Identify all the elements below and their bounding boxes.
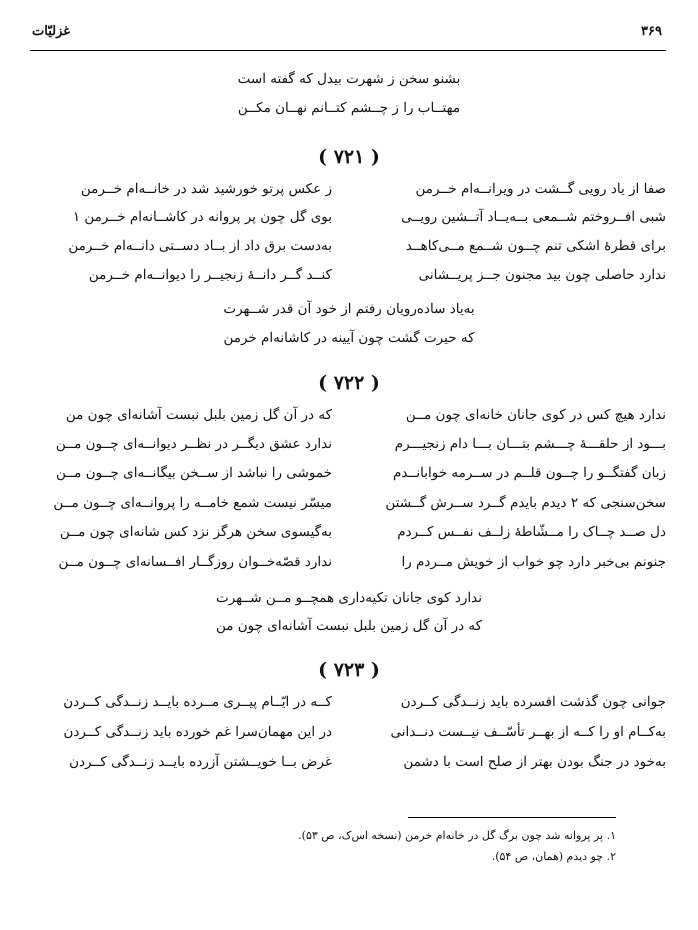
footnote: ۲. چو دیدم (همان، ص ۵۴). — [491, 850, 616, 863]
hemistich-first: جوانی چون گذشت افسرده باید زنــدگی کــردن — [400, 694, 666, 710]
hemistich-second: کــه در ایّــام پیــری مــرده بایــد زنــدگی کــردن — [63, 694, 332, 710]
closing-verse: که در آن گل زمین بلبل نبست آشانه‌ای چون من — [215, 618, 483, 634]
closing-verse: که حیرت گشت چون آیینه در کاشانه‌ام خرمن — [223, 330, 475, 346]
hemistich-first: زبان گفتگــو را چــون قلــم در ســرمه خوابانــدم — [393, 465, 666, 481]
running-head-title: غزلیّات — [32, 24, 71, 39]
hemistich-second: به‌دست برق داد از بــاد دســتی دانــه‌ام خــرمن — [68, 238, 332, 254]
hemistich-first: برای قطرهٔ اشکی تنم چــون شــمع مــی‌کاهــد — [405, 238, 666, 254]
footnote-divider — [408, 817, 616, 818]
hemistich-second: در این مهمان‌سرا غم خورده باید زنــدگی کــردن — [63, 724, 332, 740]
closing-verse: ندارد کوی جانان تکیه‌داری همچــو مــن شــهرت — [216, 590, 482, 606]
verse-line: مهتــاب را ز چــشم کتــانم نهــان مکــن — [237, 100, 461, 116]
hemistich-second: ندارد قصّه‌خــوان روزگــار افــسانه‌ای چــون مــن — [58, 554, 332, 570]
hemistich-second: بوی گل چون پر پروانه در کاشــانه‌ام خــرمن ۱ — [72, 209, 332, 225]
hemistich-first: جنونم بی‌خبر دارد چو خواب از خویش مــردم را — [401, 554, 666, 570]
hemistich-first: ندارد هیچ کس در کوی جانان خانه‌ای چون مــن — [405, 407, 666, 423]
ghazal-number: ( ۷۲۳ ) — [318, 659, 380, 681]
hemistich-first: شبی افــروختم شــمعی بــه‌یــاد آتــشین رویــی — [401, 209, 666, 225]
hemistich-first: صفا از یاد رویی گــشت در ویرانــه‌ام خــرمن — [415, 181, 666, 197]
hemistich-first: ندارد حاصلی چون بید مجنون جــز پریــشانی — [418, 267, 666, 283]
hemistich-second: ز عکس پرتو خورشید شد در خانــه‌ام خــرمن — [80, 181, 332, 197]
closing-verse: به‌یاد ساده‌رویان رفتم از خود آن قدر شــهرت — [223, 301, 475, 317]
hemistich-first: سخن‌سنجی که ۲ دیدم بایدم گــرد ســرش گــشتن — [385, 495, 666, 511]
page-number: ۳۶۹ — [641, 24, 662, 39]
hemistich-first: به‌خود در جنگ بودن بهتر از صلح است با دشمن — [403, 754, 666, 770]
hemistich-first: بـــود از حلقـــهٔ چـــشم بتـــان بـــا دام زنجیـــرم — [394, 436, 666, 452]
header-divider — [30, 50, 666, 51]
ghazal-number: ( ۷۲۱ ) — [318, 146, 380, 168]
verse-line: بشنو سخن ز شهرت بیدل که گفته است — [237, 71, 461, 87]
ghazal-number: ( ۷۲۲ ) — [318, 372, 380, 394]
hemistich-second: ندارد عشق دیگــر در نظــر دیوانــه‌ای چــون مــن — [55, 436, 332, 452]
hemistich-second: غرض بــا خویــشتن آزرده بایــد زنــدگی کــردن — [69, 754, 332, 770]
hemistich-second: خموشی را نباشد از ســخن بیگانــه‌ای چــون مــن — [55, 465, 332, 481]
hemistich-second: به‌گیسوی سخن هرگز نزد کس شانه‌ای چون مــن — [59, 524, 332, 540]
footnote: ۱. پر پروانه شد چون برگ گل در خانه‌ام خرمن (نسخه اس‌ک، ص ۵۳). — [298, 829, 616, 842]
hemistich-first: دل صــد چــاک را مــشّاطهٔ زلــف نفــس کــردم — [397, 524, 666, 540]
hemistich-second: که در آن گل زمین بلبل نبست آشانه‌ای چون من — [65, 407, 332, 423]
hemistich-first: به‌کــام او را کــه از بهــر تأسّــف نیــست دنــدانی — [390, 724, 666, 740]
hemistich-second: کنــد گــر دانــهٔ زنجیــر را دیوانــه‌ام خــرمن — [88, 267, 332, 283]
hemistich-second: میسّر نیست شمع خامــه را پروانــه‌ای چــون مــن — [53, 495, 332, 511]
